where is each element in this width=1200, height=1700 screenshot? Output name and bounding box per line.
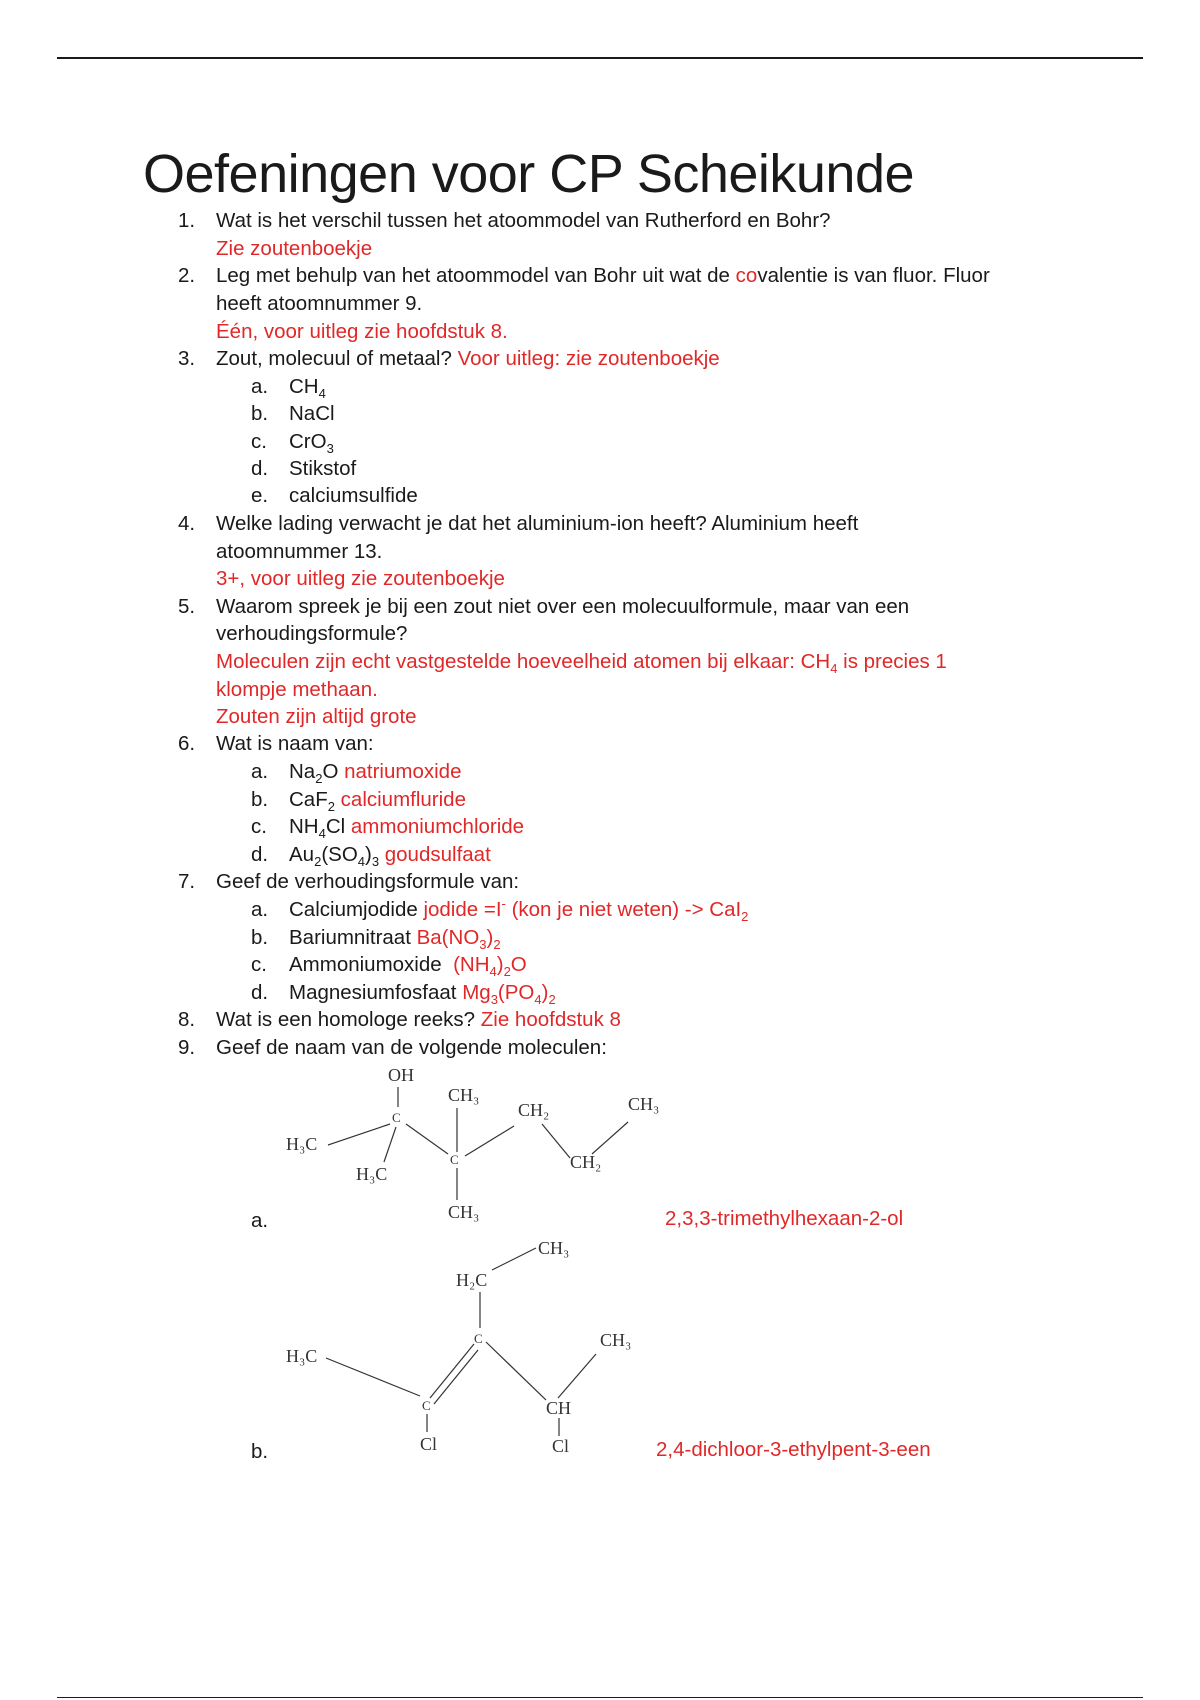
atom-cl-left: Cl (420, 1434, 438, 1454)
bond (492, 1248, 536, 1270)
atom-ch3-bottom: CH₃ (448, 1202, 480, 1222)
top-rule (57, 57, 1143, 59)
molecule-b-structure (270, 1232, 690, 1454)
atom-c1: C (392, 1110, 401, 1125)
bond (465, 1126, 514, 1156)
molecule-a-letter: a. (251, 1209, 269, 1232)
bond (384, 1127, 396, 1162)
bond (486, 1342, 546, 1400)
atom-ch: CH (546, 1398, 572, 1418)
molecule-b-letter: b. (251, 1440, 269, 1463)
page-title: Oefeningen voor CP Scheikunde (143, 144, 915, 204)
atom-ch2-b: CH₂ (570, 1152, 602, 1172)
bond (558, 1354, 596, 1398)
atom-ch2-a: CH₂ (518, 1100, 550, 1120)
molecule-b-answer: 2,4-dichloor-3-ethylpent-3-een (656, 1438, 931, 1461)
bond (542, 1124, 570, 1158)
atom-c-center: C (474, 1331, 483, 1346)
bond (434, 1350, 478, 1404)
atom-cl-right: Cl (552, 1436, 570, 1454)
atom-oh: OH (388, 1065, 414, 1085)
atom-h2c: H₂C (456, 1270, 488, 1290)
bond (328, 1124, 390, 1145)
atom-ch3-top: CH₃ (448, 1085, 480, 1105)
atom-ch3-end: CH₃ (628, 1094, 660, 1114)
molecule-a-structure (270, 1060, 690, 1230)
bond (406, 1124, 448, 1154)
atom-c2: C (450, 1152, 459, 1167)
atom-ch3-right: CH₃ (600, 1330, 632, 1350)
bottom-rule (57, 1697, 1143, 1698)
bond (326, 1358, 420, 1396)
atom-h3c-low: H₃C (356, 1164, 388, 1184)
molecule-a-answer: 2,3,3-trimethylhexaan-2-ol (665, 1207, 904, 1230)
atom-h3c-left: H₃C (286, 1134, 318, 1154)
bond (592, 1122, 628, 1154)
atom-ch3-top: CH₃ (538, 1238, 570, 1258)
atom-c-left: C (422, 1398, 431, 1413)
atom-h3c-left: H₃C (286, 1346, 318, 1366)
bond (430, 1344, 474, 1398)
